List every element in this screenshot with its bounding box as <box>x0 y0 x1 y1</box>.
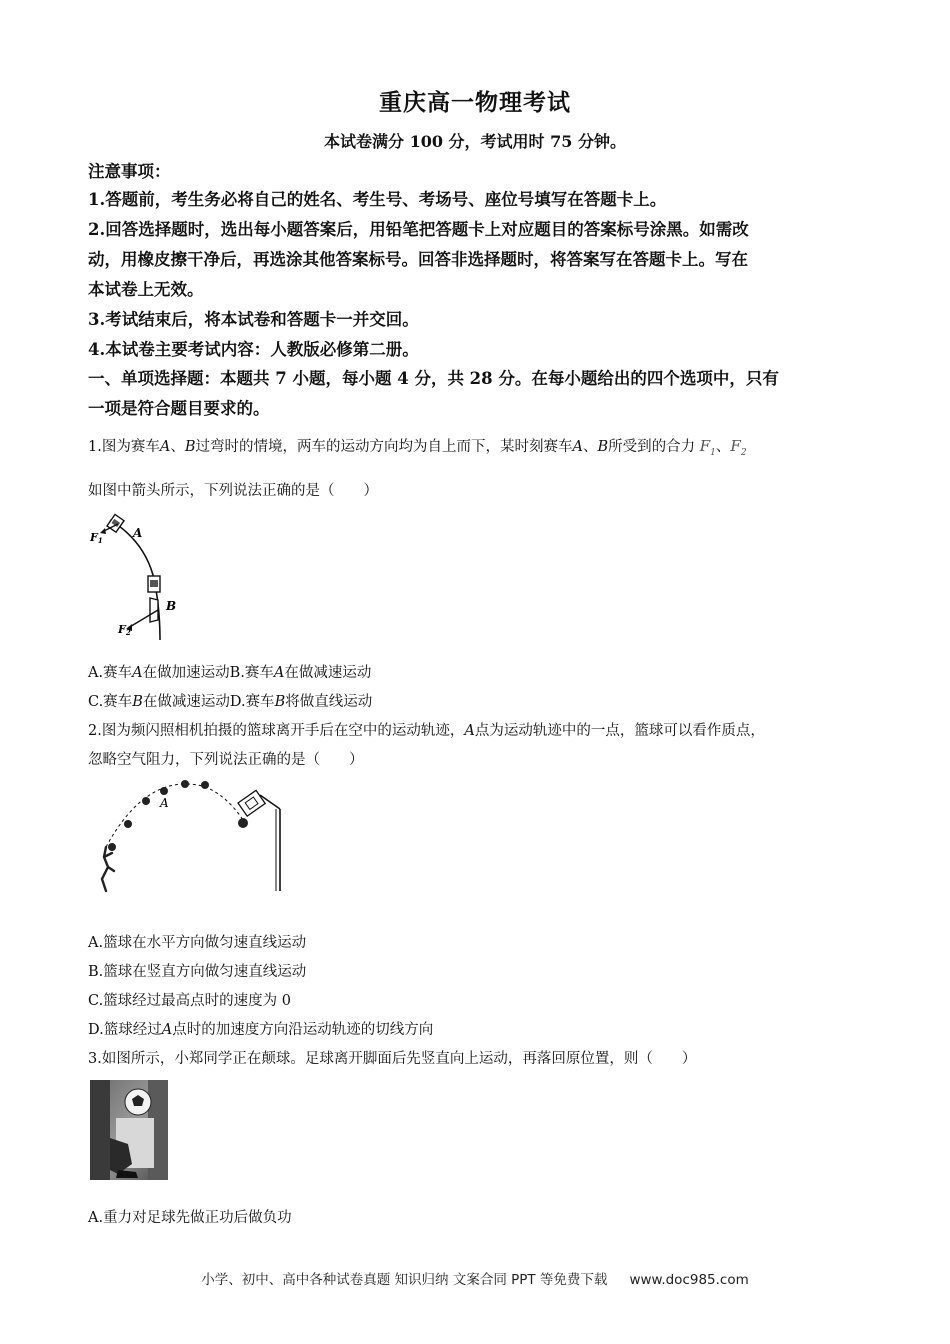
question-2-stem-line-2: 忽略空气阻力，下列说法正确的是（ ） <box>88 752 364 768</box>
footer-url[interactable]: www.doc985.com <box>629 1272 749 1288</box>
question-2-option-d: D.篮球经过A点时的加速度方向沿运动轨迹的切线方向 <box>88 1022 434 1038</box>
question-2-stem-line-1: 2.图为频闪照相机拍摄的篮球离开手后在空中的运动轨迹，A点为运动轨迹中的一点，篮球可以看作质点， <box>88 723 765 739</box>
notice-item-3: 3.考试结束后，将本试卷和答题卡一并交回。 <box>88 310 419 329</box>
question-2-option-a: A.篮球在水平方向做匀速直线运动 <box>88 935 307 951</box>
fig1-label-f2: F2 <box>118 623 131 637</box>
page-footer <box>0 1268 950 1288</box>
footer-text: 小学、初中、高中各种试卷真题 知识归纳 文案合同 PPT 等免费下载 <box>201 1272 608 1288</box>
notice-item-1: 1.答题前，考生务必将自己的姓名、考生号、考场号、座位号填写在答题卡上。 <box>88 190 667 209</box>
question-3-option-a: A.重力对足球先做正功后做负功 <box>88 1210 292 1226</box>
force-f1-symbol: $F_1$ <box>699 437 716 458</box>
notice-item-2-line-3: 本试卷上无效。 <box>88 280 204 299</box>
section-1-heading-line-1: 一、单项选择题：本题共 7 小题，每小题 4 分，共 28 分。在每小题给出的四个选项中，只有 <box>88 369 779 388</box>
question-2-option-b: B.篮球在竖直方向做匀速直线运动 <box>88 964 307 980</box>
fig1-label-b: B <box>166 599 177 613</box>
fig1-label-a: A <box>133 526 143 540</box>
force-f2-symbol: $F_2$ <box>730 437 747 458</box>
exam-subtitle: 本试卷满分 100 分，考试用时 75 分钟。 <box>324 132 626 151</box>
basketball-trajectory-figure <box>88 775 293 900</box>
notice-item-2-line-1: 2.回答选择题时，选出每小题答案后，用铅笔把答题卡上对应题目的答案标号涂黑。如需改 <box>88 220 749 239</box>
question-2-option-c: C.篮球经过最高点时的速度为 0 <box>88 993 292 1009</box>
notice-heading: 注意事项： <box>88 162 171 181</box>
fig2-label-a: A <box>160 796 169 810</box>
question-1-stem-line-1: 1.图为赛车A、B过弯时的情境，两车的运动方向均为自上而下，某时刻赛车A、B所受到的合力 $F_1$、$F_2$ <box>88 437 747 458</box>
notice-item-2-line-2: 动，用橡皮擦干净后，再选涂其他答案标号。回答非选择题时，将答案写在答题卡上。写在 <box>88 250 748 269</box>
question-1-options-ab: A.赛车A在做加速运动B.赛车A在做减速运动 <box>88 665 372 681</box>
football-juggling-photo <box>88 1078 170 1183</box>
fig1-label-f1: F1 <box>90 531 103 545</box>
notice-item-4: 4.本试卷主要考试内容：人教版必修第二册。 <box>88 340 419 359</box>
section-1-heading-line-2: 一项是符合题目要求的。 <box>88 399 270 418</box>
question-3-stem: 3.如图所示，小郑同学正在颠球。足球离开脚面后先竖直向上运动，再落回原位置，则（ ） <box>88 1051 697 1067</box>
question-1-options-cd: C.赛车B在做减速运动D.赛车B将做直线运动 <box>88 694 373 710</box>
question-1-stem-line-2: 如图中箭头所示，下列说法正确的是（ ） <box>88 483 378 499</box>
page-title: 重庆高一物理考试 <box>379 89 571 116</box>
race-car-curve-figure <box>88 510 188 645</box>
